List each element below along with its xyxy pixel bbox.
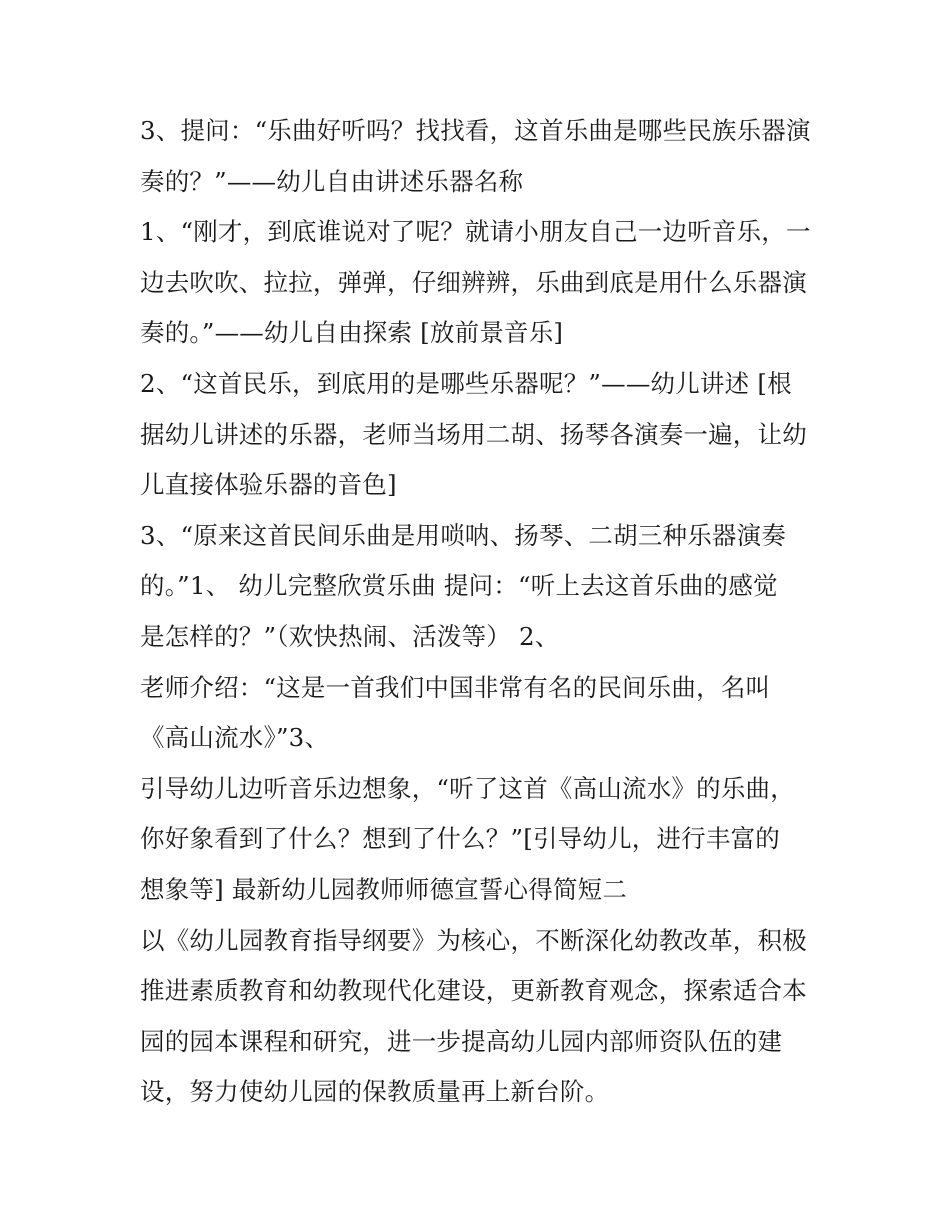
- body-text: [140, 106, 820, 1118]
- text-line: 设，努力使幼儿园的保教质量再上新台阶。: [140, 1077, 610, 1107]
- text-line: 《高山流水》”3、: [140, 723, 330, 753]
- text-line: 园的园本课程和研究，进一步提高幼儿园内部师资队伍的建: [140, 1026, 783, 1056]
- text-line: 以《幼儿园教育指导纲要》为核心，不断深化幼教改革，积极: [140, 925, 807, 955]
- text-line: 的。”1、 幼儿完整欣赏乐曲 提问：“听上去这首乐曲的感觉: [140, 571, 778, 601]
- text-line: 推进素质教育和幼教现代化建设，更新教育观念，探索适合本: [140, 976, 807, 1006]
- text-line: 据幼儿讲述的乐器，老师当场用二胡、扬琴各演奏一遍，让幼: [140, 419, 807, 449]
- text-line: 奏的。”——幼儿自由探索 [放前景音乐]: [140, 318, 564, 348]
- text-line: 想象等] 最新幼儿园教师师德宣誓心得简短二: [140, 874, 628, 904]
- text-line: 3、“原来这首民间乐曲是用唢呐、扬琴、二胡三种乐器演奏: [140, 520, 787, 550]
- text-line: 奏的？”——幼儿自由讲述乐器名称: [140, 166, 524, 196]
- text-line: 1、“刚才，到底谁说对了呢？就请小朋友自己一边听音乐，一: [140, 217, 811, 247]
- text-line: 引导幼儿边听音乐边想象，“听了这首《高山流水》的乐曲，: [140, 773, 795, 803]
- text-line: 3、提问：“乐曲好听吗？找找看，这首乐曲是哪些民族乐器演: [140, 116, 811, 145]
- text-line: 儿直接体验乐器的音色]: [140, 470, 397, 500]
- text-line: 2、“这首民乐，到底用的是哪些乐器呢？”——幼儿讲述 [根: [140, 368, 792, 398]
- text-line: 边去吹吹、拉拉，弹弹，仔细辨辨，乐曲到底是用什么乐器演: [140, 267, 807, 297]
- text-line: 是怎样的？”（欢快热闹、活泼等） 2、: [140, 621, 560, 651]
- text-line: 你好象看到了什么？想到了什么？”[引导幼儿，进行丰富的: [140, 824, 780, 854]
- text-line: 老师介绍：“这是一首我们中国非常有名的民间乐曲，名叫: [140, 672, 771, 702]
